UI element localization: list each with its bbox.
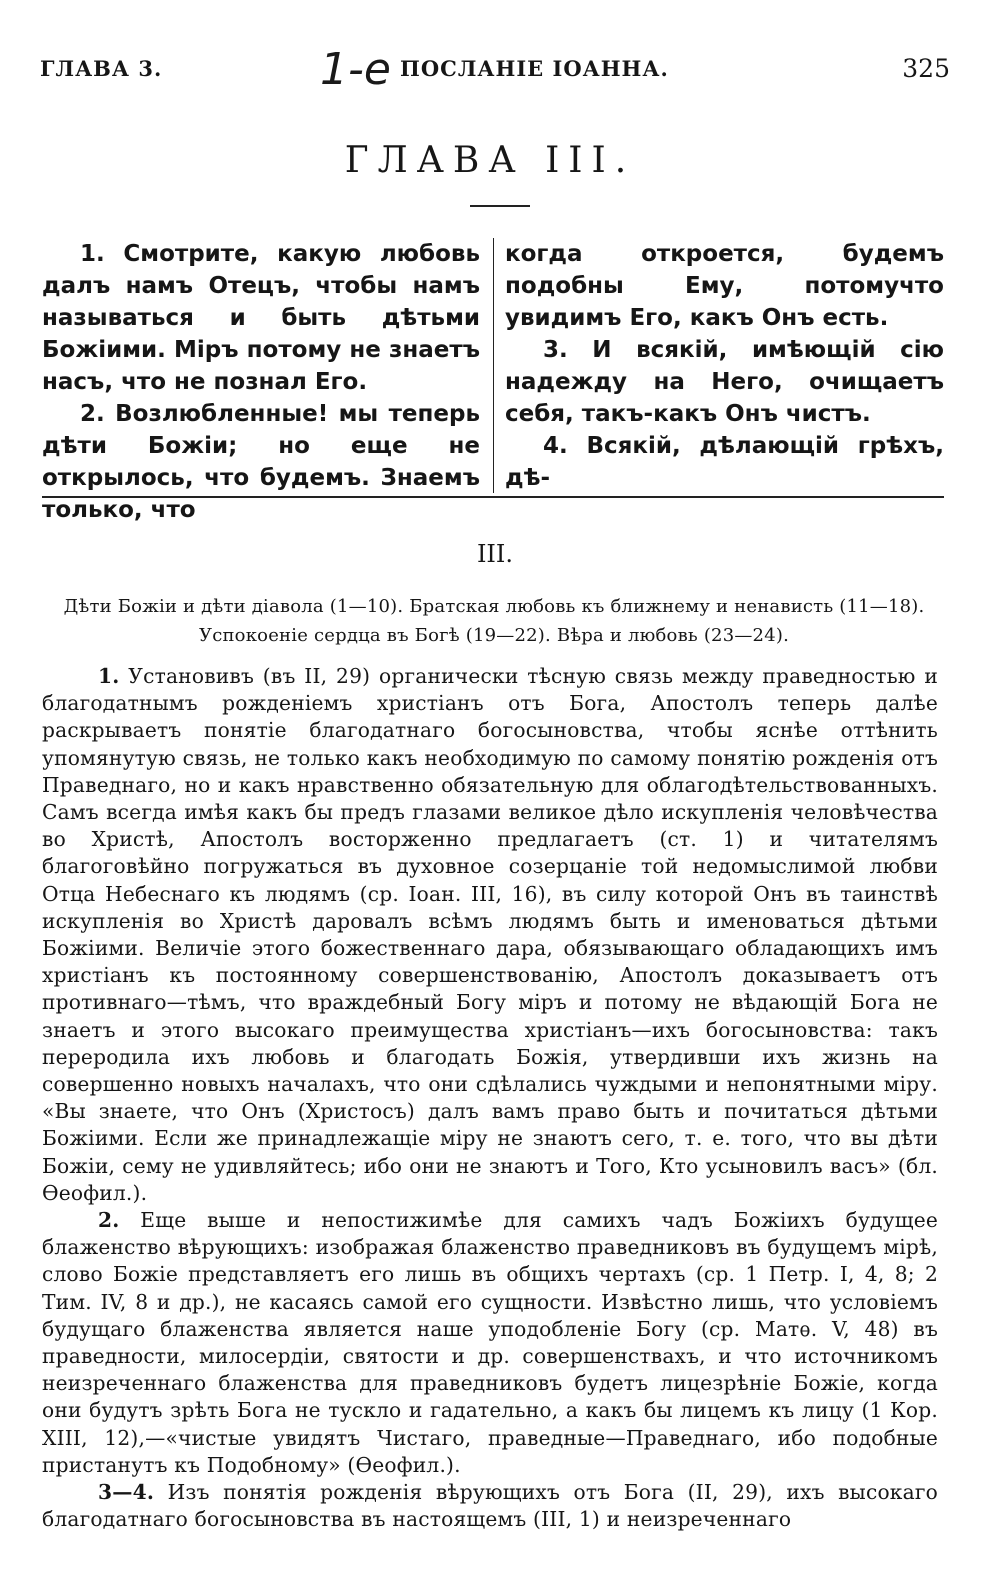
commentary-heading: III. [476, 540, 514, 568]
summary-line: Дѣти Божіи и дѣти діавола (1—10). Братская любовь къ ближнему и ненависть (11—18). [63, 596, 925, 617]
chapter-heading: ГЛАВА III. [344, 140, 636, 181]
verse-text: Смотрите, какую любовь далъ намъ Отецъ, чтобы намъ называться и быть дѣтьми Божіими. Міръ потому не знаетъ насъ, что не познал Его. [42, 241, 480, 395]
scripture-bottom-rule [42, 496, 944, 498]
paragraph-number: 2. [98, 1208, 120, 1233]
commentary-paragraph [42, 1207, 938, 1479]
verse [505, 334, 944, 430]
paragraph-text: Установивъ (въ II, 29) органически тѣсную связь между праведностью и благодатнымъ рожденіемъ христіанъ отъ Бога, Апостолъ теперь далѣе раскрываетъ понятіе благодатнаго богосыновства, чтобы яснѣе оттѣнить упомянутую связь, не только какъ необходимую по самому понятію рожденія отъ Праведнаго, но и какъ нравственно обязательную для облагодѣтельствованныхъ. Самъ всегда имѣя какъ бы предъ глазами великое дѣло искупленія человѣчества во Христѣ, Апостолъ восторженно предлагаетъ (ст. 1) и читателямъ благоговѣйно погружаться въ духовное созерцаніе той недомыслимой любви Отца Небеснаго къ людямъ (ср. Іоан. III, 16), въ силу которой Онъ въ таинствѣ искупленія во Христѣ даровалъ всѣмъ людямъ быть и именоваться дѣтьми Божіими. Величіе этого божественнаго дара, обязывающаго обладающихъ имъ христіанъ къ постоянному совершенствованію, Апостолъ доказываетъ отъ противнаго—тѣмъ, что враждебный Богу міръ и потому не вѣдающій Бога не знаетъ и этого высокаго преимущества христіанъ—ихъ богосыновства: такъ переродила ихъ любовь и благодать Божія, утвердивши ихъ жизнь на совершенно новыхъ началахъ, что они сдѣлались чуждыми и непонятными міру. «Вы знаете, что Онъ (Христосъ) далъ вамъ право быть и почитаться дѣтьми Божіими. Если же принадлежащіе міру не знаютъ сего, т. е. того, что вы дѣти Божіи, сему не удивляйтесь; ибо они не знаютъ и Того, Кто усыновилъ васъ» (бл. Ѳеофил.). [42, 664, 938, 1205]
page-number: 325 [902, 54, 950, 83]
handwritten-note: 1-е [320, 44, 391, 95]
verse-number: 4. [543, 433, 568, 459]
heading-divider [470, 205, 530, 207]
paragraph-text: Изъ понятія рожденія вѣрующихъ отъ Бога (II, 29), ихъ высокаго благодатнаго богосыновства въ настоящемъ (III, 1) и неизреченнаго [42, 1480, 938, 1532]
commentary-paragraph [42, 663, 938, 1207]
verse [505, 430, 944, 494]
scripture-column-left [42, 238, 480, 526]
verse-number: 3. [543, 337, 568, 363]
commentary-paragraph [42, 1479, 938, 1533]
running-head-chapter: ГЛАВА 3. [40, 56, 163, 81]
paragraph-text: Еще выше и непостижимѣе для самихъ чадъ Божіихъ будущее блаженство вѣрующихъ: изображая блаженство праведниковъ въ будущемъ мірѣ, слово Божіе представляетъ его лишь въ общихъ чертахъ (ср. 1 Петр. I, 4, 8; 2 Тим. IV, 8 и др.), не касаясь самой его сущности. Извѣстно лишь, что условіемъ будущаго блаженства является наше уподобленіе Богу (ср. Матѳ. V, 48) въ праведности, милосердіи, святости и др. совершенствахъ, и что источникомъ неизреченнаго блаженства для праведниковъ будетъ лицезрѣніе Божіе, когда они будутъ зрѣть Бога не тускло и гадательно, а какъ бы лицемъ къ лицу (1 Кор. XIII, 12),—«чистые увидятъ Чистаго, праведные—Праведнаго, ибо подобные пристанутъ къ Подобному» (Ѳеофил.). [42, 1208, 938, 1477]
scripture-text [42, 238, 944, 523]
verse-text: когда откроется, будемъ подобны Ему, потомучто увидимъ Его, какъ Онъ есть. [505, 241, 944, 331]
running-head-title: ПОСЛАНІЕ ІОАННА. [400, 56, 669, 81]
summary-line: Успокоеніе сердца въ Богѣ (19—22). Вѣра и любовь (23—24). [198, 625, 790, 646]
paragraph-number: 1. [98, 664, 120, 688]
column-divider [493, 238, 494, 493]
verse-text: И всякій, имѣющій сію надежду на Него, очищаетъ себя, такъ-какъ Онъ чистъ. [505, 337, 944, 427]
verse-number: 1. [80, 241, 105, 267]
verse-number: 2. [80, 401, 105, 427]
verse [505, 238, 944, 334]
verse [42, 238, 480, 398]
verse [42, 398, 480, 526]
commentary-summary [40, 592, 948, 650]
scripture-column-right [505, 238, 944, 494]
verse-text: Возлюбленные! мы теперь дѣти Божіи; но еще не открылось, что будемъ. Знаемъ только, что [42, 401, 480, 523]
verse-text: Всякій, дѣлающій грѣхъ, дѣ- [505, 433, 944, 491]
commentary-body [42, 663, 938, 1534]
running-head [40, 44, 950, 95]
paragraph-number: 3—4. [98, 1480, 155, 1505]
